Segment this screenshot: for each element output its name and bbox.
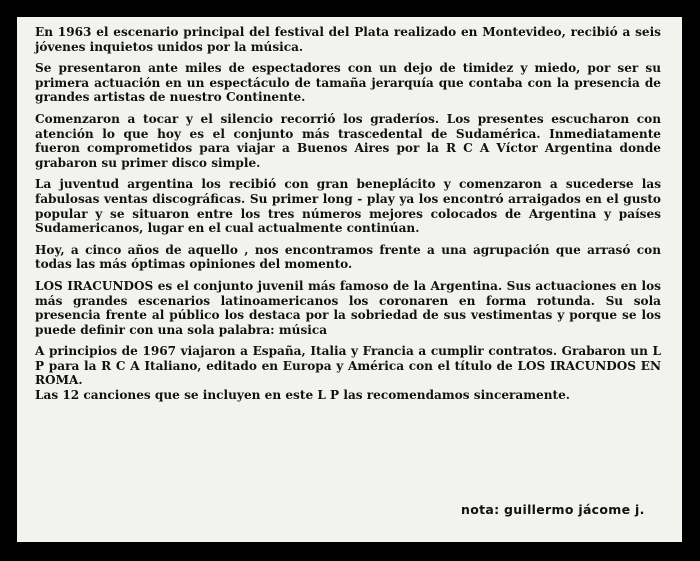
paragraph-4: La juventud argentina los recibió con gran beneplácito y comenzaron a sucederse las fabulosas ventas discográficas. Su primer long - play ya los encontró arraigados en el gusto popular y se situaron entre los tres números mejores colocados de Argentina y países Sudamericanos, lugar en el cual actualmente continúan.: [35, 177, 661, 236]
paragraph-2: Se presentaron ante miles de espectadores con un dejo de timidez y miedo, por ser su primera actuación en un espectáculo de tamaña jerarquía que contaba con la presencia de grandes artistas de nuestro Continente.: [35, 61, 661, 105]
document-page: [17, 17, 682, 542]
paragraph-7: A principios de 1967 viajaron a España, Italia y Francia a cumplir contratos. Grabaron un L P para la R C A Italiano, editado en Europa y América con el título de LOS IRACUNDOS EN ROMA.: [35, 344, 661, 388]
document-body: [35, 25, 661, 410]
paragraph-3: Comenzaron a tocar y el silencio recorrió los graderíos. Los presentes escucharon con atención lo que hoy es el conjunto más trascedental de Sudamérica. Inmediatamente fueron comprometidos para viajar a Buenos Aires por la R C A Víctor Argentina donde grabaron su primer disco simple.: [35, 111, 661, 170]
author-note: nota: guillermo jácome j.: [461, 502, 645, 517]
paragraph-1: En 1963 el escenario principal del festival del Plata realizado en Montevideo, recibió a seis jóvenes inquietos unidos por la música.: [35, 25, 661, 54]
paragraph-5: Hoy, a cinco años de aquello , nos encontramos frente a una agrupación que arrasó con todas las más óptimas opiniones del momento.: [35, 242, 661, 272]
paragraph-6: LOS IRACUNDOS es el conjunto juvenil más famoso de la Argentina. Sus actuaciones en los más grandes escenarios latinoamericanos los coronaren en forma rotunda. Su sola presencia frente al público los destaca por la sobriedad de sus vestimentas y porque se los puede definir con una sola palabra: música: [35, 278, 661, 337]
paragraph-8: Las 12 canciones que se incluyen en este L P las recomendamos sinceramente.: [35, 388, 571, 403]
